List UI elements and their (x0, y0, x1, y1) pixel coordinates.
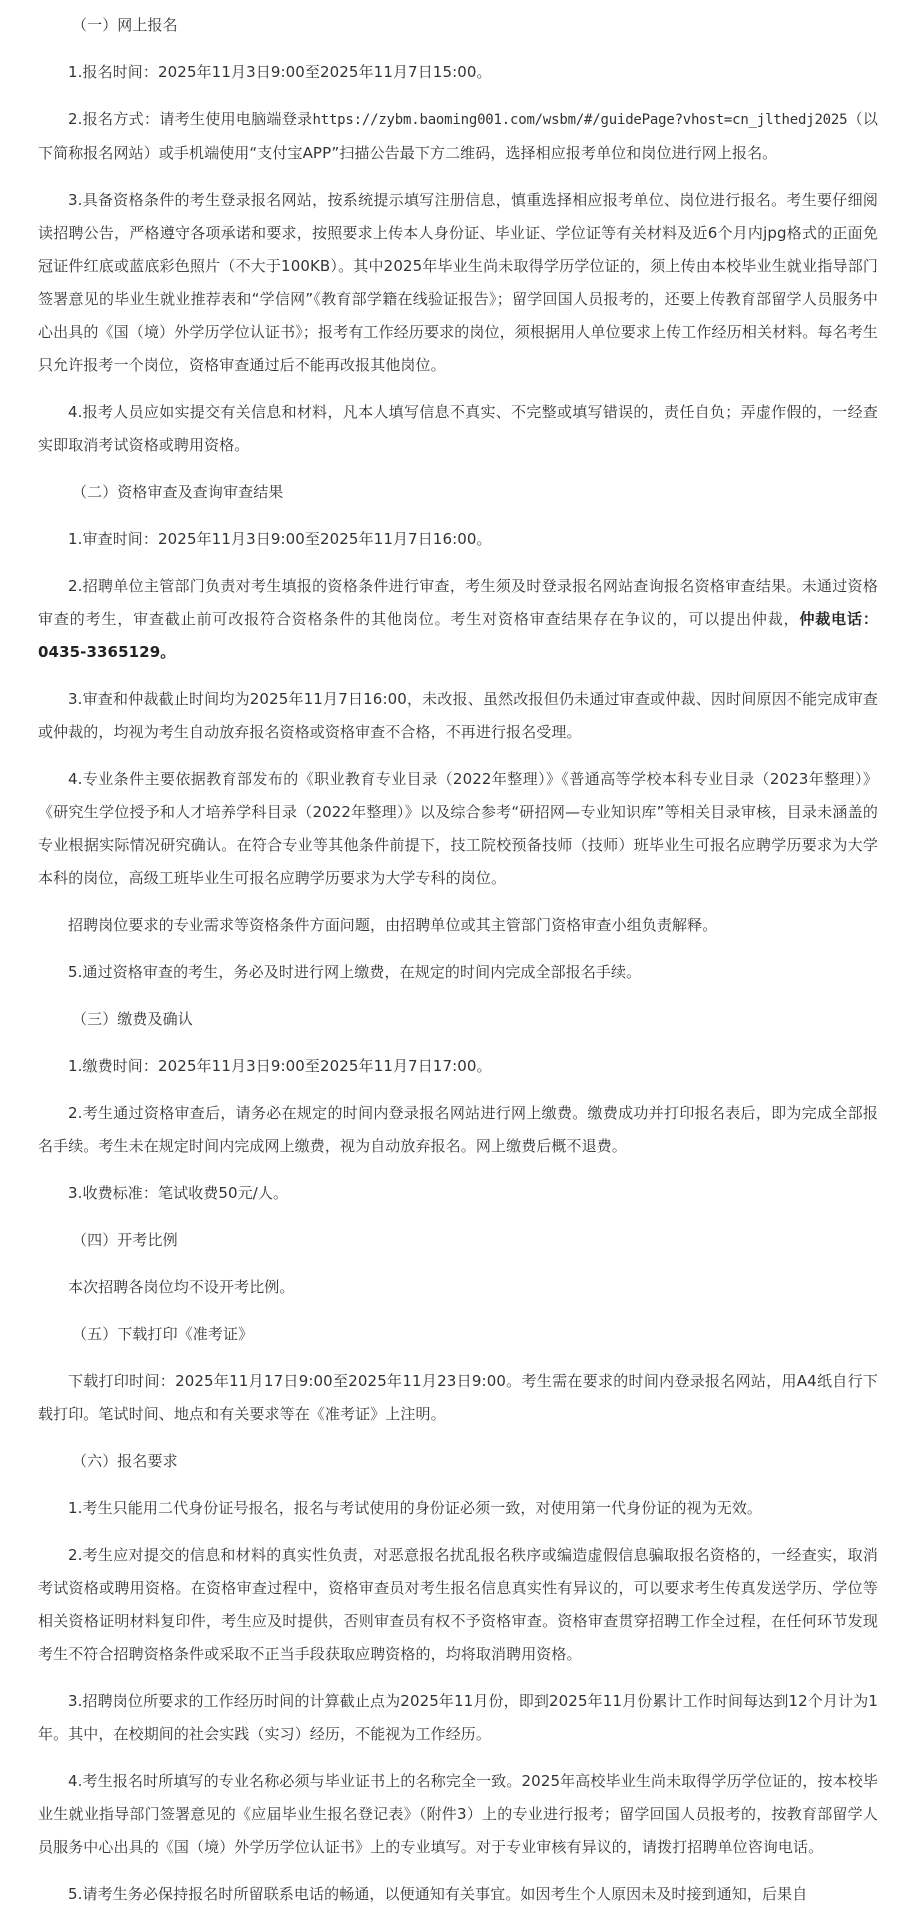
section-heading-admission-ticket: （五）下载打印《准考证》 (72, 1325, 254, 1343)
section-heading-exam-ratio: （四）开考比例 (72, 1231, 178, 1249)
requirement-major-name: 4.考生报名时所填写的专业名称必须与毕业证书上的名称完全一致。2025年高校毕业生尚未取得学历学位证的，按本校毕业生就业指导部门签署意见的《应届毕业生报名登记表》（附件3）上的专业进行报考；留学回国人员报考的，按教育部留学人员服务中心出具的《国（境）外学历学位认证书》上的专业填写。对于专业审核有异议的，请拨打招聘单位咨询电话。 (38, 1772, 878, 1856)
review-payment-reminder: 5.通过资格审查的考生，务必及时进行网上缴费，在规定的时间内完成全部报名手续。 (68, 963, 642, 981)
major-criteria-paragraph: 4.专业条件主要依据教育部发布的《职业教育专业目录（2022年整理）》《普通高等学校本科专业目录（2023年整理）》《研究生学位授予和人才培养学科目录（2022年整理）》以及综合参考“研招网—专业知识库”等相关目录审核，目录未涵盖的专业根据实际情况研究确认。在符合专业等其他条件前提下，技工院校预备技师（技师）班毕业生可报名应聘学历要求为大学本科的岗位，高级工班毕业生可报名应聘学历要求为大学专科的岗位。 (38, 770, 878, 887)
payment-fee: 3.收费标准：笔试收费50元/人。 (68, 1184, 289, 1202)
registration-method-text-continued: （以下简称报名网站）或手机端使用“支付宝APP”扫描公告最下方二维码，选择相应报考单位和岗位进行网上报名。 (38, 110, 879, 162)
requirement-contact-phone: 5.请考生务必保持报名时所留联系电话的畅通，以便通知有关事宜。如因考生个人原因未及时接到通知，后果自 (68, 1885, 808, 1903)
major-explanation-paragraph: 招聘岗位要求的专业需求等资格条件方面问题，由招聘单位或其主管部门资格审查小组负责解释。 (68, 916, 718, 934)
requirement-authenticity: 2.考生应对提交的信息和材料的真实性负责，对恶意报名扰乱报名秩序或编造虚假信息骗取报名资格的，一经查实，取消考试资格或聘用资格。在资格审查过程中，资格审查员对考生报名信息真实性有异议的，可以要求考生传真发送学历、学位等相关资格证明材料复印件，考生应及时提供，否则审查员有权不予资格审查。资格审查贯穿招聘工作全过程，在任何环节发现考生不符合招聘资格条件或采取不正当手段获取应聘资格的，均将取消聘用资格。 (38, 1546, 878, 1663)
review-deadline-paragraph: 3.审查和仲裁截止时间均为2025年11月7日16:00，未改报、虽然改报但仍未通过审查或仲裁、因时间原因不能完成审查或仲裁的，均视为考生自动放弃报名资格或资格审查不合格，不再进行报名受理。 (38, 690, 878, 741)
registration-materials-paragraph: 3.具备资格条件的考生登录报名网站，按系统提示填写注册信息，慎重选择相应报考单位、岗位进行报名。考生要仔细阅读招聘公告，严格遵守各项承诺和要求，按照要求上传本人身份证、毕业证、学位证等有关材料及近6个月内jpg格式的正面免冠证件红底或蓝底彩色照片（不大于100KB）。其中2025年毕业生尚未取得学历学位证的，须上传由本校毕业生就业指导部门签署意见的毕业生就业推荐表和“学信网”《教育部学籍在线验证报告》；留学回国人员报考的，还要上传教育部留学人员服务中心出具的《国（境）外学历学位认证书》；报考有工作经历要求的岗位，须根据用人单位要求上传工作经历相关材料。每名考生只允许报考一个岗位，资格审查通过后不能再改报其他岗位。 (38, 191, 878, 374)
review-process-paragraph (38, 570, 878, 669)
section-heading-requirements: （六）报名要求 (72, 1452, 178, 1470)
arbitration-phone: 仲裁电话：0435-3365129。 (38, 610, 878, 661)
section-heading-payment: （三）缴费及确认 (72, 1010, 193, 1028)
requirement-id-card: 1.考生只能用二代身份证号报名，报名与考试使用的身份证必须一致，对使用第一代身份证的视为无效。 (68, 1499, 763, 1517)
payment-process-paragraph: 2.考生通过资格审查后，请务必在规定的时间内登录报名网站进行网上缴费。缴费成功并打印报名表后，即为完成全部报名手续。考生未在规定时间内完成网上缴费，视为自动放弃报名。网上缴费后概不退费。 (38, 1104, 878, 1155)
payment-time: 1.缴费时间：2025年11月3日9:00至2025年11月7日17:00。 (68, 1057, 492, 1075)
registration-method (38, 103, 878, 170)
registration-website-link[interactable]: https://zybm.baoming001.com/wsbm/#/guidePage?vhost=cn_jlthedj2025 (312, 112, 848, 128)
section-heading-qualification-review: （二）资格审查及查询审查结果 (72, 483, 284, 501)
registration-time: 1.报名时间：2025年11月3日9:00至2025年11月7日15:00。 (68, 63, 492, 81)
requirement-work-experience: 3.招聘岗位所要求的工作经历时间的计算截止点为2025年11月份，即到2025年11月份累计工作时间每达到12个月计为1年。其中，在校期间的社会实践（实习）经历，不能视为工作经历。 (38, 1692, 878, 1743)
review-process-text: 2.招聘单位主管部门负责对考生填报的资格条件进行审查，考生须及时登录报名网站查询报名资格审查结果。未通过资格审查的考生，审查截止前可改报符合资格条件的其他岗位。考生对资格审查结果存在争议的，可以提出仲裁， (38, 577, 878, 628)
exam-ratio-text: 本次招聘各岗位均不设开考比例。 (68, 1278, 295, 1296)
registration-honesty-paragraph: 4.报考人员应如实提交有关信息和材料，凡本人填写信息不真实、不完整或填写错误的，责任自负；弄虚作假的，一经查实即取消考试资格或聘用资格。 (38, 403, 878, 454)
registration-method-text: 2.报名方式：请考生使用电脑端登录 (68, 110, 313, 128)
section-heading-online-registration: （一）网上报名 (72, 16, 178, 34)
review-time: 1.审查时间：2025年11月3日9:00至2025年11月7日16:00。 (68, 530, 492, 548)
admission-ticket-paragraph: 下载打印时间：2025年11月17日9:00至2025年11月23日9:00。考生需在要求的时间内登录报名网站，用A4纸自行下载打印。笔试时间、地点和有关要求等在《准考证》上注明。 (38, 1372, 878, 1423)
